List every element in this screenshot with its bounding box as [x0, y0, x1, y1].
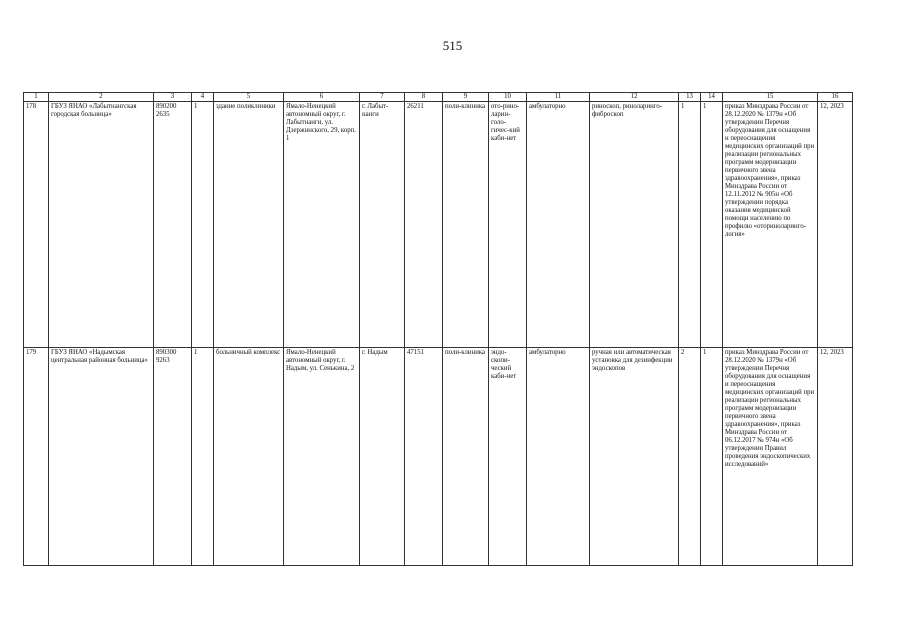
city-cell: г. Надым: [360, 348, 405, 566]
cabinet-cell: эндо-скопи-ческий каби-нет: [489, 348, 527, 566]
column-header: 1: [24, 93, 49, 102]
code-cell: 47151: [405, 348, 443, 566]
column-header: 4: [192, 93, 214, 102]
row-number: 178: [24, 102, 49, 348]
quantity-cell: 1: [701, 348, 723, 566]
unit-cell: поли-клиника: [443, 348, 489, 566]
quantity-cell: 1: [701, 102, 723, 348]
equipment-table: [23, 92, 853, 566]
column-header: 11: [527, 93, 590, 102]
column-header: 5: [214, 93, 284, 102]
date-cell: 12, 2023: [818, 102, 853, 348]
cabinet-cell: ото-рино-ларин-голо-гичес-кий каби-нет: [489, 102, 527, 348]
column-header: 13: [679, 93, 701, 102]
table-cell: 1: [192, 102, 214, 348]
page-number: 515: [442, 38, 463, 53]
date-cell: 12, 2023: [818, 348, 853, 566]
institution-name: ГБУЗ ЯНАО «Надымская центральная районная больница»: [49, 348, 154, 566]
inn-cell: 890200 2635: [154, 102, 192, 348]
row-number: 179: [24, 348, 49, 566]
column-header: 6: [284, 93, 360, 102]
column-header: 15: [723, 93, 818, 102]
column-header: 7: [360, 93, 405, 102]
inn-cell: 890300 9263: [154, 348, 192, 566]
unit-cell: поли-клиника: [443, 102, 489, 348]
address-cell: Ямало-Ненецкий автономный округ, г. Надым, ул. Сенькина, 2: [284, 348, 360, 566]
basis-cell: приказ Минздрава России от 28.12.2020 № 1379н «Об утверждении Перечня оборудования для оснащения и переоснащения медицинских организаций при реализации региональных программ модернизации первичного звена здравоохранения», приказ Минздрава России от 12.11.2012 № 905н «Об утверждении порядка оказания медицинской помощи населению по профилю «оториноларинго-логия»: [723, 102, 818, 348]
column-header: 14: [701, 93, 723, 102]
table-row: [24, 348, 853, 566]
care-type-cell: амбулаторно: [527, 102, 590, 348]
column-header: 2: [49, 93, 154, 102]
basis-cell: приказ Минздрава России от 28.12.2020 № 1379н «Об утверждении Перечня оборудования для оснащения и переоснащения медицинских организаций при реализации региональных программ модернизации первичного звена здравоохранения», приказ Минздрава России от 06.12.2017 № 974н «Об утверждении Правил проведения эндоскопических исследований»: [723, 348, 818, 566]
equipment-cell: риноскоп, риноларинго-фиброскоп: [590, 102, 679, 348]
building-cell: здание поликлиники: [214, 102, 284, 348]
column-header: 9: [443, 93, 489, 102]
building-cell: больничный комплекс: [214, 348, 284, 566]
column-header: 10: [489, 93, 527, 102]
table-cell: 1: [192, 348, 214, 566]
code-cell: 26211: [405, 102, 443, 348]
column-header: 12: [590, 93, 679, 102]
equipment-cell: ручная или автоматическая установка для дезинфекции эндоскопов: [590, 348, 679, 566]
quantity-cell: 2: [679, 348, 701, 566]
institution-name: ГБУЗ ЯНАО «Лабытнангская городская больница»: [49, 102, 154, 348]
column-number-row: [24, 93, 853, 102]
table-row: [24, 102, 853, 348]
city-cell: г. Лабыт-нанги: [360, 102, 405, 348]
address-cell: Ямало-Ненецкий автономный округ, г. Лабытнанги, ул. Дзержинского, 29, корп. 1: [284, 102, 360, 348]
care-type-cell: амбулаторно: [527, 348, 590, 566]
column-header: 8: [405, 93, 443, 102]
column-header: 3: [154, 93, 192, 102]
quantity-cell: 1: [679, 102, 701, 348]
column-header: 16: [818, 93, 853, 102]
